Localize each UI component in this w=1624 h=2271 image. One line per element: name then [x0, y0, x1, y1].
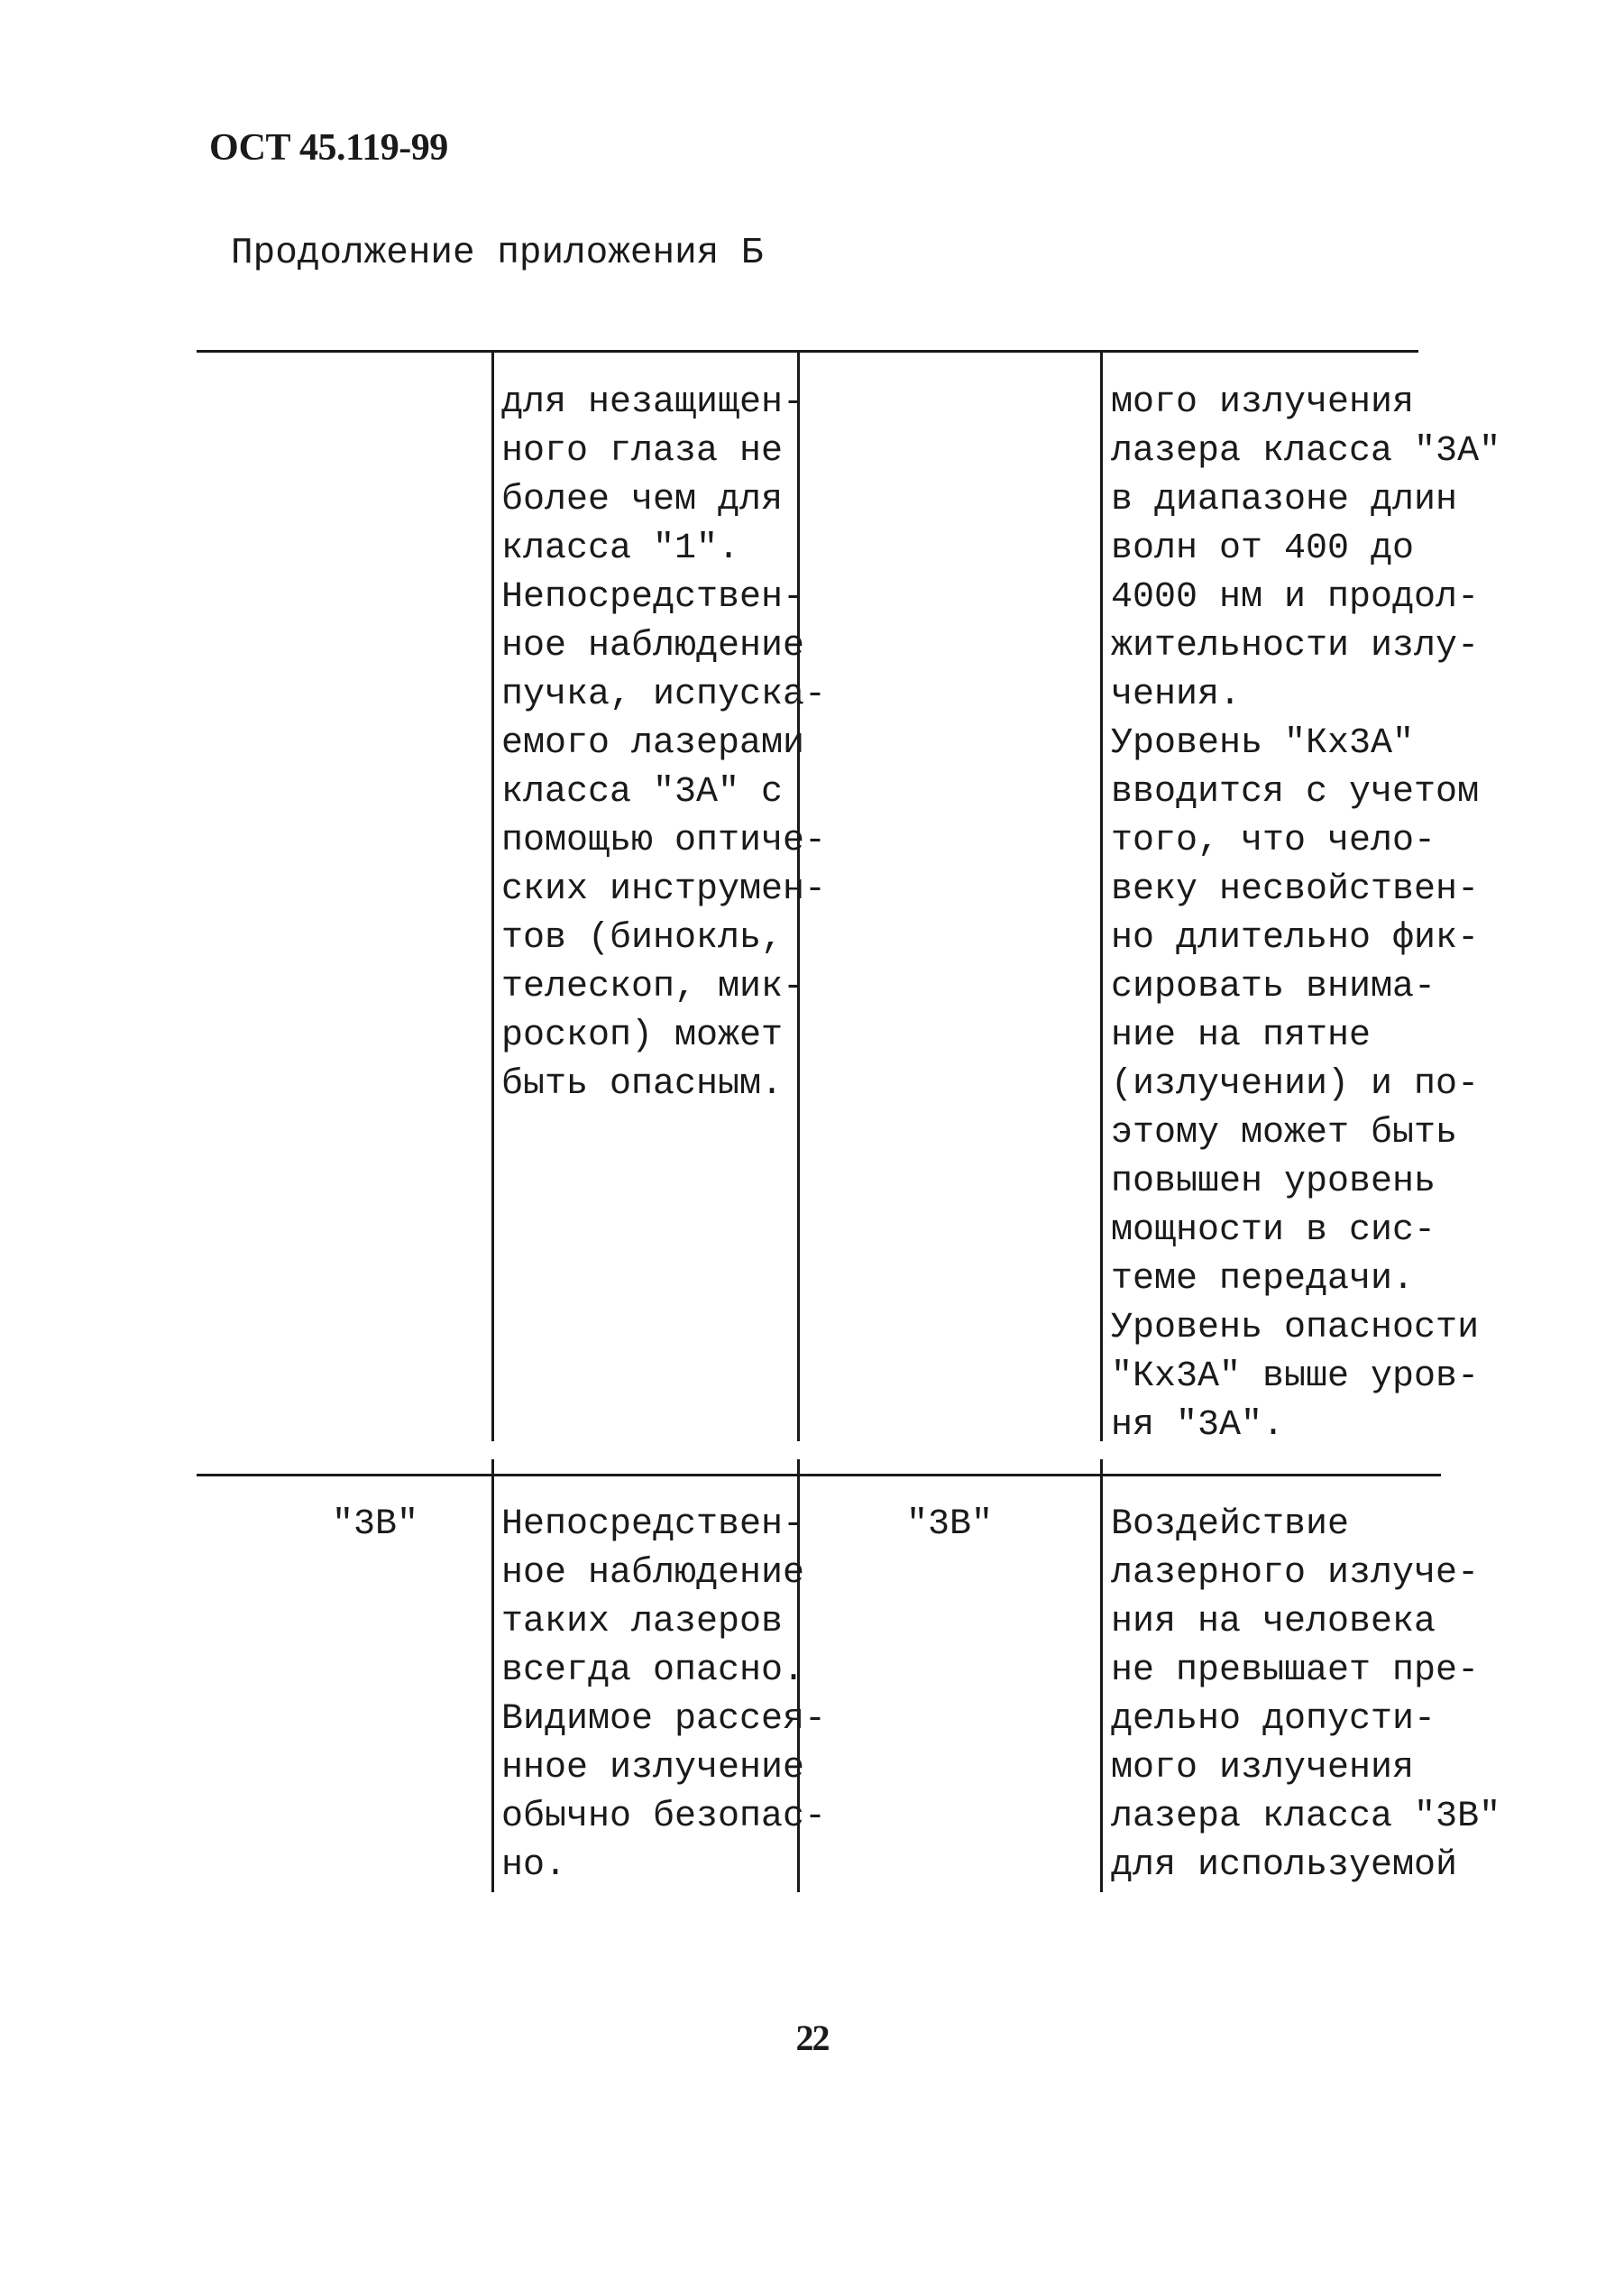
text-line: Уровень опасности — [1111, 1308, 1480, 1348]
column-divider-3-row2 — [1100, 1459, 1103, 1892]
text-line: более чем для — [501, 480, 784, 520]
text-line: лазера класса "3В" — [1111, 1797, 1501, 1837]
text-line: веку несвойствен- — [1111, 869, 1480, 910]
text-line: ного глаза не — [501, 431, 784, 472]
text-line: мощности в сис- — [1111, 1210, 1436, 1251]
text-line: ное наблюдение — [501, 626, 805, 667]
row1-col4-text — [1111, 379, 1500, 1450]
text-line: Воздействие — [1111, 1504, 1350, 1545]
row2-col4-text — [1111, 1501, 1500, 1890]
text-line: ние на пятне — [1111, 1016, 1372, 1056]
text-line: ня "3А". — [1111, 1405, 1285, 1446]
column-divider-1-row2 — [491, 1459, 494, 1892]
text-line: таких лазеров — [501, 1602, 784, 1642]
text-line: (излучении) и по- — [1111, 1064, 1480, 1105]
text-line: нное излучение — [501, 1748, 805, 1788]
text-line: ния на человека — [1111, 1602, 1436, 1642]
text-line: обычно безопас- — [501, 1797, 827, 1837]
text-line: 4000 нм и продол- — [1111, 577, 1480, 618]
text-line: в диапазоне длин — [1111, 480, 1458, 520]
text-line: теме передачи. — [1111, 1259, 1415, 1300]
text-line: Непосредствен- — [501, 577, 805, 618]
text-line: мого излучения — [1111, 382, 1415, 423]
row2-class-label-col1: "3В" — [332, 1504, 419, 1545]
row1-col2-text — [501, 379, 826, 1109]
text-line: не превышает пре- — [1111, 1650, 1480, 1691]
text-line: роскоп) может — [501, 1016, 784, 1056]
document-id: ОСТ 45.119-99 — [209, 127, 448, 169]
row2-col2-text — [501, 1501, 826, 1890]
text-line: этому может быть — [1111, 1113, 1458, 1154]
table-top-rule — [197, 350, 1418, 353]
text-line: всегда опасно. — [501, 1650, 805, 1691]
text-line: повышен уровень — [1111, 1162, 1436, 1202]
text-line: вводится с учетом — [1111, 772, 1480, 813]
text-line: для используемой — [1111, 1845, 1458, 1886]
text-line: быть опасным. — [501, 1064, 784, 1105]
text-line: "Кх3А" выше уров- — [1111, 1356, 1480, 1397]
text-line: сировать внима- — [1111, 967, 1436, 1007]
text-line: тов (бинокль, — [501, 918, 784, 959]
text-line: пучка, испуска- — [501, 675, 827, 715]
text-line: ских инструмен- — [501, 869, 827, 910]
text-line: телескоп, мик- — [501, 967, 805, 1007]
text-line: мого излучения — [1111, 1748, 1415, 1788]
text-line: лазерного излуче- — [1111, 1553, 1480, 1594]
row-separator-rule — [197, 1474, 1441, 1476]
row2-class-label-col3: "3В" — [906, 1504, 994, 1545]
column-divider-1 — [491, 350, 494, 1441]
text-line: для незащищен- — [501, 382, 805, 423]
text-line: емого лазерами — [501, 723, 805, 764]
text-line: того, что чело- — [1111, 821, 1436, 861]
text-line: жительности излу- — [1111, 626, 1480, 667]
text-line: класса "3А" с — [501, 772, 784, 813]
text-line: лазера класса "3А" — [1111, 431, 1501, 472]
text-line: но длительно фик- — [1111, 918, 1480, 959]
text-line: класса "1". — [501, 529, 740, 569]
text-line: Уровень "Кх3А" — [1111, 723, 1415, 764]
text-line: Видимое рассея- — [501, 1699, 827, 1740]
text-line: Непосредствен- — [501, 1504, 805, 1545]
column-divider-3 — [1100, 350, 1103, 1441]
appendix-continuation-title: Продолжение приложения Б — [231, 233, 764, 274]
text-line: но. — [501, 1845, 567, 1886]
page-number: 22 — [795, 2018, 829, 2058]
text-line: волн от 400 до — [1111, 529, 1415, 569]
text-line: ное наблюдение — [501, 1553, 805, 1594]
text-line: дельно допусти- — [1111, 1699, 1436, 1740]
text-line: чения. — [1111, 675, 1242, 715]
text-line: помощью оптиче- — [501, 821, 827, 861]
